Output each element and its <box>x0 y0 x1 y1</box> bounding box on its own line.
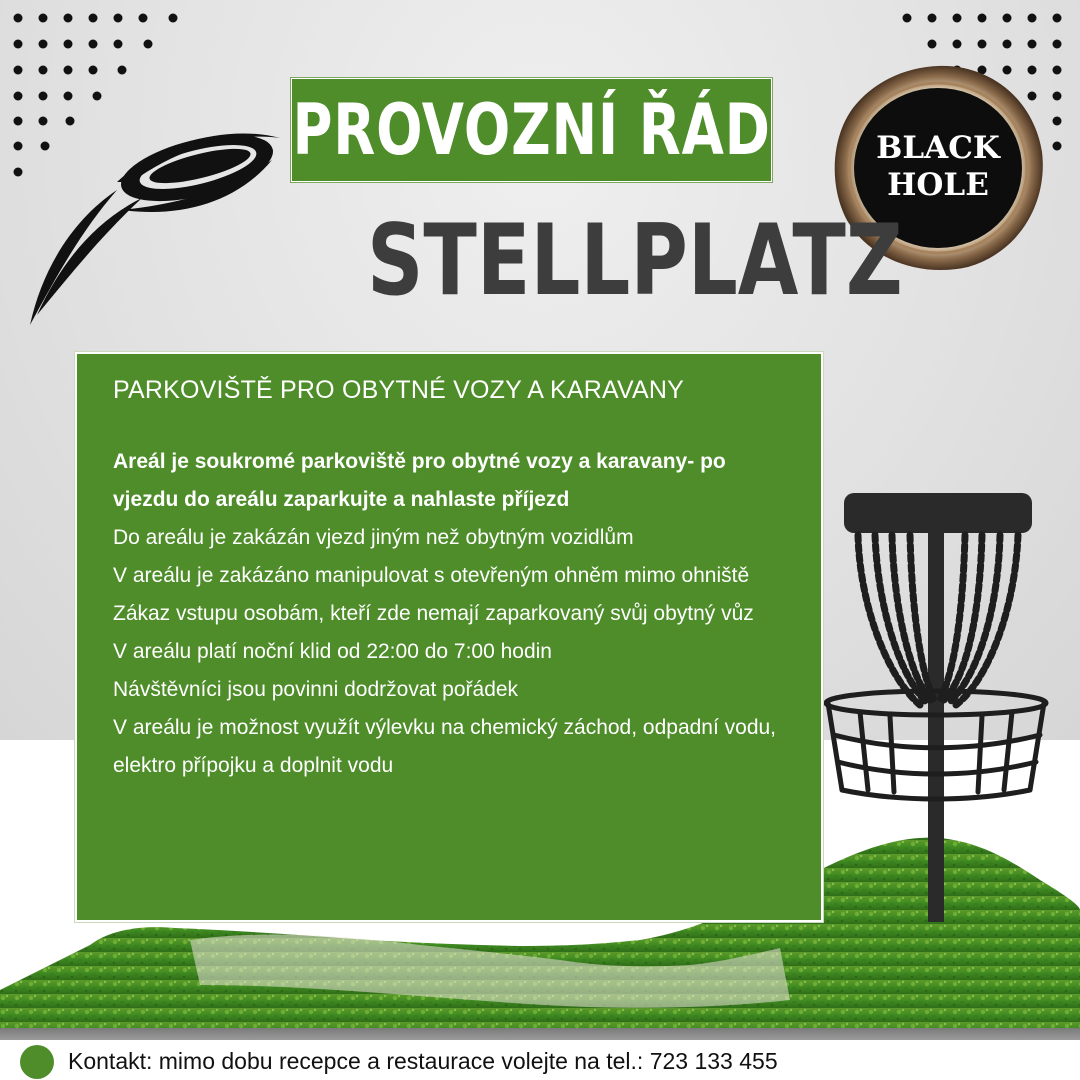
disc-golf-basket-icon <box>820 490 1055 930</box>
rule-item: V areálu je možnost využít výlevku na chemický záchod, odpadní vodu, elektro přípojku a doplnit vodu <box>113 716 777 777</box>
rules-list <box>113 519 791 785</box>
flying-disc-icon <box>22 120 284 330</box>
logo-text <box>828 130 1048 204</box>
subtitle-text: STELLPLATZ <box>366 204 903 318</box>
page-subtitle <box>300 204 903 318</box>
rule-item: Zákaz vstupu osobám, kteří zde nemají zaparkovaný svůj obytný vůz <box>113 602 754 625</box>
rule-item: Návštěvníci jsou povinni dodržovat pořádek <box>113 678 519 701</box>
rule-item: V areálu platí noční klid od 22:00 do 7:00 hodin <box>113 640 552 663</box>
title-banner <box>291 78 772 182</box>
footer-divider <box>0 1028 1080 1040</box>
contact-dot-icon <box>20 1045 54 1079</box>
rules-panel <box>75 352 823 922</box>
panel-heading: PARKOVIŠTĚ PRO OBYTNÉ VOZY A KARAVANY <box>113 376 684 404</box>
panel-intro: Areál je soukromé parkoviště pro obytné vozy a karavany- po vjezdu do areálu zaparkujte a nahlaste příjezd <box>113 450 726 511</box>
logo-line-1: BLACK <box>876 130 1000 166</box>
contact-info: Kontakt: mimo dobu recepce a restaurace volejte na tel.: 723 133 455 <box>68 1048 778 1074</box>
logo-line-2: HOLE <box>887 167 989 203</box>
rule-item: V areálu je zakázáno manipulovat s otevřeným ohněm mimo ohniště <box>113 564 750 587</box>
page-title: PROVOZNÍ ŘÁD <box>292 89 771 171</box>
rule-item: Do areálu je zakázán vjezd jiným než obytným vozidlům <box>113 526 634 549</box>
